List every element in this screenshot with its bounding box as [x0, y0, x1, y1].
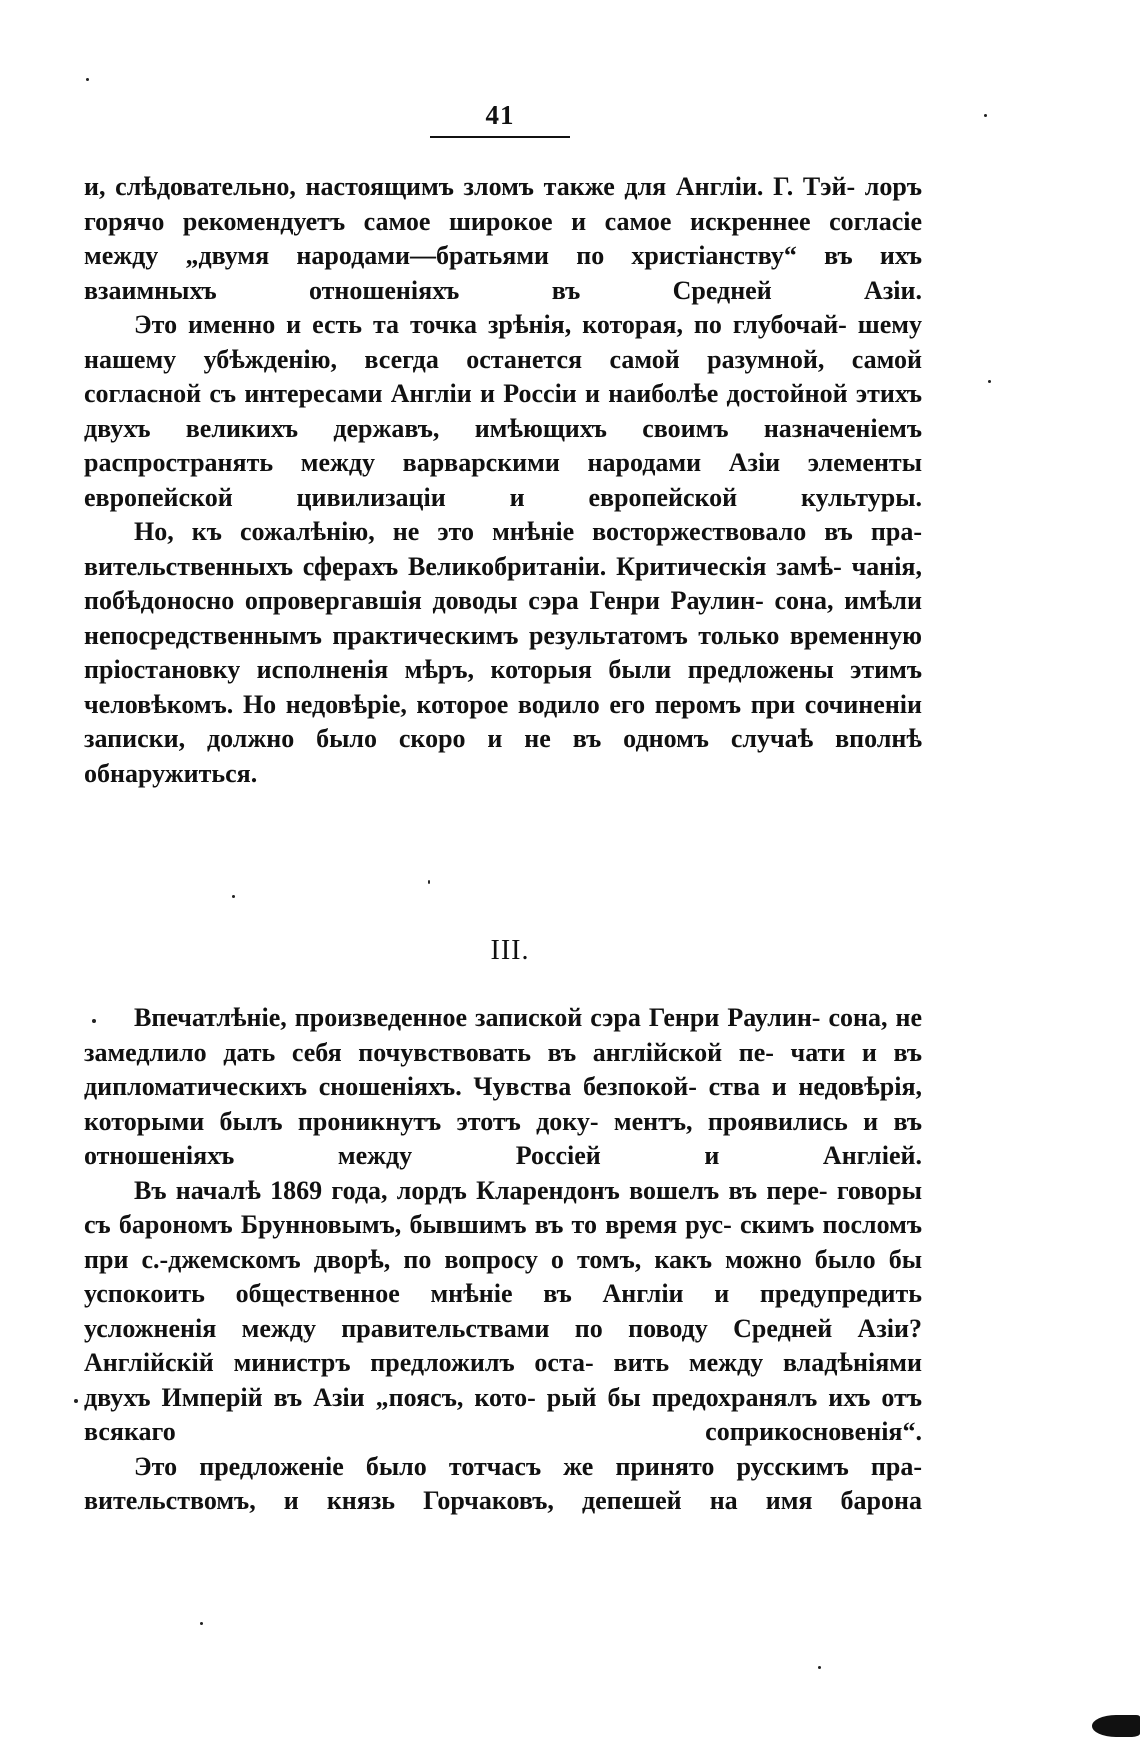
scan-speck	[984, 114, 987, 117]
text-line: Это предложеніе было тотчасъ же принято русскимъ пра-	[134, 1451, 922, 1481]
text-line: Азіи элементы европейской цивилизаціи и европейской культуры.	[84, 448, 922, 512]
text-line: сона, имѣли непосредственнымъ практическимъ результатомъ	[84, 586, 922, 650]
text-line: только временную пріостановку исполненія мѣръ, которыя были	[84, 620, 922, 684]
text-section-1	[84, 170, 922, 791]
scan-speck	[232, 895, 235, 898]
text-line: лоръ горячо рекомендуетъ самое широкое и самое искреннее	[84, 172, 922, 236]
text-line: сона, не замедлило дать себя почувствовать въ англійской пе-	[84, 1003, 923, 1067]
paragraph	[84, 1001, 922, 1174]
ink-blot	[1092, 1715, 1140, 1737]
text-line: Но, къ сожалѣнію, не это мнѣніе восторжествовало въ пра-	[134, 517, 922, 546]
scan-speck	[818, 1666, 821, 1669]
text-line: вительственныхъ сферахъ Великобританіи. Критическія замѣ-	[84, 551, 842, 581]
scan-speck	[428, 880, 430, 884]
page-number: 41	[485, 100, 515, 130]
text-line: ства и недовѣрія, которыми былъ проникнутъ этотъ доку-	[84, 1072, 923, 1136]
paragraph	[84, 308, 922, 515]
section-heading: III.	[490, 935, 530, 966]
paragraph	[84, 515, 922, 791]
text-line: въ одномъ случаѣ вполнѣ обнаружиться.	[84, 724, 922, 788]
text-line: самой согласной съ интересами Англіи и Россіи и наиболѣе	[84, 344, 923, 408]
scan-speck	[988, 380, 991, 383]
paragraph	[84, 170, 922, 308]
scan-speck	[92, 1019, 96, 1023]
paragraph	[84, 1450, 922, 1519]
text-line: какъ можно было бы успокоить общественное мнѣніе въ	[84, 1244, 922, 1308]
scan-speck	[74, 1399, 78, 1403]
text-line: и, слѣдовательно, настоящимъ зломъ также для Англіи. Г. Тэй-	[84, 172, 856, 201]
text-line: Это именно и есть та точка зрѣнія, которая, по глубочай-	[134, 310, 847, 339]
text-line: достойной этихъ двухъ великихъ державъ, имѣющихъ своимъ	[84, 379, 923, 443]
text-line: чати и въ дипломатическихъ сношеніяхъ. Чувства безпокой-	[84, 1037, 922, 1101]
text-line: назначеніемъ распространять между варварскими народами	[84, 413, 922, 477]
text-line: вительствомъ, и князь Горчаковъ, депешей на имя барона	[84, 1486, 922, 1515]
text-line: вить между владѣніями двухъ Имперій въ Азіи „поясъ, кото-	[84, 1348, 922, 1412]
text-line: рый бы предохранялъ ихъ отъ всякаго соприкосновенія“.	[84, 1382, 923, 1446]
text-line: шему нашему убѣжденію, всегда останется самой разумной,	[84, 310, 922, 374]
text-line: въ ихъ взаимныхъ отношеніяхъ въ Средней Азіи.	[84, 241, 922, 305]
text-line: поводу Средней Азіи? Англійскій министръ предложилъ оста-	[84, 1313, 922, 1377]
scan-speck	[200, 1622, 203, 1625]
text-line: чанія, побѣдоносно опровергавшія доводы сэра Генри Раулин-	[84, 551, 922, 615]
text-line: Англіи и предупредить усложненія между правительствами по	[84, 1279, 923, 1343]
text-section-2	[84, 1001, 922, 1519]
text-line: скимъ посломъ при с.-джемскомъ дворѣ, по вопросу о томъ,	[84, 1210, 923, 1274]
scan-speck	[86, 78, 89, 81]
page-number-rule	[430, 136, 570, 138]
text-line: согласіе между „двумя народами—братьями по христіанству“	[84, 206, 922, 270]
text-line: его перомъ при сочиненіи записки, должно было скоро и не	[84, 689, 922, 753]
text-line: Впечатлѣніе, произведенное запиской сэра Генри Раулин-	[134, 1003, 821, 1032]
text-line: предложены этимъ человѣкомъ. Но недовѣріе, которое водило	[84, 655, 923, 719]
text-line: Въ началѣ 1869 года, лордъ Кларендонъ вошелъ въ пере-	[134, 1175, 828, 1205]
paragraph	[84, 1174, 922, 1450]
text-line: говоры съ барономъ Брунновымъ, бывшимъ въ то время рус-	[84, 1175, 923, 1239]
text-line: ментъ, проявились и въ отношеніяхъ между Россіей и Англіей.	[84, 1106, 922, 1170]
